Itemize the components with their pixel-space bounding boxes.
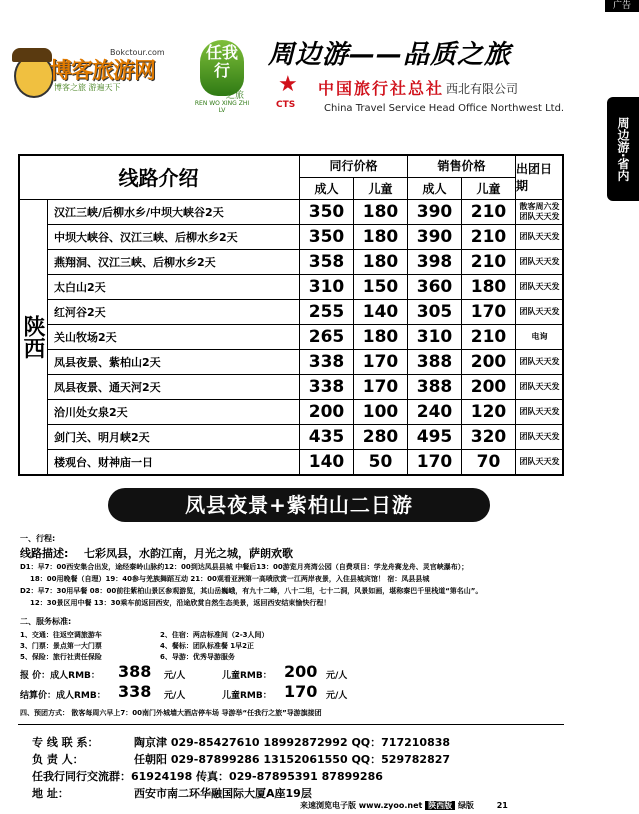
footer-text: 来速浏览电子版 www.zyoo.net bbox=[300, 801, 423, 810]
sale-adult-price: 495 bbox=[408, 425, 462, 450]
settle-child: 170 bbox=[284, 682, 318, 701]
sale-child-price: 200 bbox=[462, 350, 516, 375]
desc-label: 线路描述: bbox=[20, 547, 69, 560]
sale-child-price: 70 bbox=[462, 450, 516, 475]
slogan: 周边游——品质之旅 bbox=[268, 40, 512, 70]
cts-en-name: China Travel Service Head Office Northwest Ltd. bbox=[324, 103, 565, 114]
departure-dates: 团队天天发 bbox=[516, 375, 564, 400]
renwoxing-tail: 之旅 bbox=[226, 91, 245, 101]
peer-adult-price: 338 bbox=[300, 375, 354, 400]
route-name: 中坝大峡谷、汉江三峡、后柳水乡2天 bbox=[48, 225, 300, 250]
col-sale-adult: 成人 bbox=[408, 178, 462, 200]
ad-tag: 广告 bbox=[605, 0, 639, 12]
meeting-info: 四、预团方式： 散客每周六早上7：00南门外城墙大酒店停车场 导游举“任我行之旅”导游旗接团 bbox=[20, 709, 322, 717]
departure-dates: 团队天天发 bbox=[516, 250, 564, 275]
renwoxing-mark: 任我行 bbox=[200, 40, 244, 96]
sale-adult-price: 388 bbox=[408, 350, 462, 375]
address-value: 西安市南二环华融国际大厦A座19层 bbox=[134, 787, 312, 800]
peer-adult-price: 435 bbox=[300, 425, 354, 450]
boke-sub: 博客之旅 游遍天下 bbox=[54, 83, 121, 92]
page-number: 21 bbox=[496, 801, 508, 810]
quote-unit: 元/人 bbox=[164, 671, 186, 681]
services-heading: 二、服务标准: bbox=[20, 617, 72, 626]
peer-adult-price: 350 bbox=[300, 225, 354, 250]
peer-adult-price: 338 bbox=[300, 350, 354, 375]
peer-adult-price: 310 bbox=[300, 275, 354, 300]
departure-dates: 团队天天发 bbox=[516, 425, 564, 450]
departure-dates: 团队天天发 bbox=[516, 450, 564, 475]
itinerary-heading: 一、行程: bbox=[20, 534, 56, 543]
route-name: 汉江三峡/后柳水乡/中坝大峡谷2天 bbox=[48, 200, 300, 225]
settle-child-label: 儿童RMB： bbox=[222, 691, 272, 701]
peer-adult-price: 358 bbox=[300, 250, 354, 275]
route-name: 剑门关、明月峡2天 bbox=[48, 425, 300, 450]
departure-dates: 团队天天发 bbox=[516, 275, 564, 300]
contact-1-label: 专 线 联 系： bbox=[32, 736, 99, 749]
contact-2-label: 负 责 人： bbox=[32, 753, 84, 766]
peer-child-price: 280 bbox=[354, 425, 408, 450]
sale-adult-price: 170 bbox=[408, 450, 462, 475]
departure-dates: 团队天天发 bbox=[516, 300, 564, 325]
footer bbox=[300, 800, 508, 811]
service-lodging: 2、住宿：两店标准间（2-3人间） bbox=[160, 631, 269, 639]
sale-adult-price: 390 bbox=[408, 225, 462, 250]
col-sale-child: 儿童 bbox=[462, 178, 516, 200]
renwoxing-logo bbox=[192, 40, 252, 118]
address-label: 地 址： bbox=[32, 787, 69, 800]
route-name: 关山牧场2天 bbox=[48, 325, 300, 350]
quote-child: 200 bbox=[284, 662, 318, 681]
day1-line-a: D1：早7：00西安集合出发，途经秦岭山脉约12：00到达凤县县城 中餐后13：00游览月亮湾公园（自费项目：学龙舟赛龙舟、灵官峡瀑布）； bbox=[20, 563, 469, 571]
cts-cn-name: 中国旅行社总社 bbox=[318, 79, 445, 98]
cts-abbr: CTS bbox=[276, 100, 296, 110]
route-name: 楼观台、财神庙一日 bbox=[48, 450, 300, 475]
peer-adult-price: 255 bbox=[300, 300, 354, 325]
peer-child-price: 140 bbox=[354, 300, 408, 325]
boke-url: Bokctour.com bbox=[110, 48, 165, 57]
sale-adult-price: 240 bbox=[408, 400, 462, 425]
star-icon: ★ bbox=[278, 72, 298, 97]
sale-adult-price: 390 bbox=[408, 200, 462, 225]
divider bbox=[18, 724, 564, 725]
hat-icon bbox=[12, 48, 52, 62]
col-peer-child: 儿童 bbox=[354, 178, 408, 200]
settle-label: 结算价：成人RMB： bbox=[20, 691, 106, 701]
sale-child-price: 120 bbox=[462, 400, 516, 425]
peer-child-price: 50 bbox=[354, 450, 408, 475]
sale-adult-price: 310 bbox=[408, 325, 462, 350]
route-name: 凤县夜景、通天河2天 bbox=[48, 375, 300, 400]
peer-child-price: 170 bbox=[354, 375, 408, 400]
route-name: 凤县夜景、紫柏山2天 bbox=[48, 350, 300, 375]
route-desc: 七彩凤县，水韵江南，月光之城，萨朗欢歌 bbox=[84, 547, 293, 560]
sale-child-price: 210 bbox=[462, 225, 516, 250]
sale-child-price: 210 bbox=[462, 250, 516, 275]
province-label: 陕西 bbox=[18, 200, 48, 475]
boke-name: 博客旅游网 bbox=[50, 59, 156, 84]
cts-branch: 西北有限公司 bbox=[446, 82, 519, 96]
sale-adult-price: 388 bbox=[408, 375, 462, 400]
quote-child-label: 儿童RMB： bbox=[222, 671, 272, 681]
peer-adult-price: 200 bbox=[300, 400, 354, 425]
departure-dates: 电询 bbox=[516, 325, 564, 350]
peer-adult-price: 140 bbox=[300, 450, 354, 475]
peer-adult-price: 350 bbox=[300, 200, 354, 225]
service-guide: 6、导游：优秀导游服务 bbox=[160, 653, 235, 661]
sale-child-price: 210 bbox=[462, 200, 516, 225]
contact-2-value: 任朝阳 029-87899286 13152061550 QQ：529782827 bbox=[134, 753, 451, 766]
settle-child-unit: 元/人 bbox=[326, 691, 348, 701]
route-name: 洽川处女泉2天 bbox=[48, 400, 300, 425]
tour-banner: 凤县夜景+紫柏山二日游 bbox=[108, 488, 490, 522]
settle-unit: 元/人 bbox=[164, 691, 186, 701]
departure-dates: 团队天天发 bbox=[516, 225, 564, 250]
sale-child-price: 170 bbox=[462, 300, 516, 325]
col-date: 出团日期 bbox=[516, 154, 564, 200]
quote-adult: 388 bbox=[118, 662, 152, 681]
sale-child-price: 320 bbox=[462, 425, 516, 450]
settle-adult: 338 bbox=[118, 682, 152, 701]
day2-line-b: 12：30景区用中餐 13：30乘车前返回西安，沿途欣赏自然生态美景，返回西安结束愉快行程！ bbox=[30, 599, 331, 607]
contact-3: 任我行同行交流群：61924198 传真：029-87895391 87899286 bbox=[32, 770, 383, 783]
sale-child-price: 200 bbox=[462, 375, 516, 400]
contact-1-value: 陶京津 029-85427610 18992872992 QQ：717210838 bbox=[134, 736, 451, 749]
footer-box: 陕西版 bbox=[425, 801, 455, 810]
sale-adult-price: 360 bbox=[408, 275, 462, 300]
peer-child-price: 100 bbox=[354, 400, 408, 425]
col-sale-price: 销售价格 bbox=[408, 154, 516, 178]
peer-child-price: 180 bbox=[354, 200, 408, 225]
table-title: 线路介绍 bbox=[18, 154, 300, 200]
footer-edition: 绿版 bbox=[457, 801, 474, 810]
day2-line-a: D2：早7：30用早餐 08：00前往紫柏山景区参观游览，其山岳巍峨，有九十二峰，八十二坦，七十二洞，风景如画，堪称秦巴千里栈道“第名山”。 bbox=[20, 587, 483, 595]
peer-child-price: 180 bbox=[354, 250, 408, 275]
service-meals: 4、餐标：团队标准餐 1早2正 bbox=[160, 642, 255, 650]
peer-child-price: 170 bbox=[354, 350, 408, 375]
quote-child-unit: 元/人 bbox=[326, 671, 348, 681]
peer-adult-price: 265 bbox=[300, 325, 354, 350]
peer-child-price: 180 bbox=[354, 225, 408, 250]
sale-adult-price: 398 bbox=[408, 250, 462, 275]
day1-line-b: 18：00用晚餐（自理）19：40参与羌族舞蹈互动 21：00观看亚洲第一高喷欣赏一江两岸夜景，入住县城宾馆！ 宿：凤县县城 bbox=[30, 575, 430, 583]
sale-child-price: 210 bbox=[462, 325, 516, 350]
departure-dates: 团队天天发 bbox=[516, 400, 564, 425]
sale-adult-price: 305 bbox=[408, 300, 462, 325]
route-name: 红河谷2天 bbox=[48, 300, 300, 325]
route-name: 燕翔洞、汉江三峡、后柳水乡2天 bbox=[48, 250, 300, 275]
side-tab-region: 周边游·省内 bbox=[607, 97, 639, 201]
quote-label: 报 价：成人RMB： bbox=[20, 671, 100, 681]
peer-child-price: 180 bbox=[354, 325, 408, 350]
col-peer-price: 同行价格 bbox=[300, 154, 408, 178]
departure-dates: 团队天天发 bbox=[516, 350, 564, 375]
renwoxing-caption: REN WO XING ZHI LV bbox=[194, 100, 250, 114]
departure-dates: 散客周六发 团队天天发 bbox=[516, 200, 564, 225]
service-tickets: 3、门票：景点第一大门票 bbox=[20, 642, 102, 650]
col-peer-adult: 成人 bbox=[300, 178, 354, 200]
service-insurance: 5、保险：旅行社责任保险 bbox=[20, 653, 102, 661]
service-transport: 1、交通：往返空调旅游车 bbox=[20, 631, 102, 639]
route-name: 太白山2天 bbox=[48, 275, 300, 300]
peer-child-price: 150 bbox=[354, 275, 408, 300]
boke-logo bbox=[14, 48, 182, 98]
sale-child-price: 180 bbox=[462, 275, 516, 300]
